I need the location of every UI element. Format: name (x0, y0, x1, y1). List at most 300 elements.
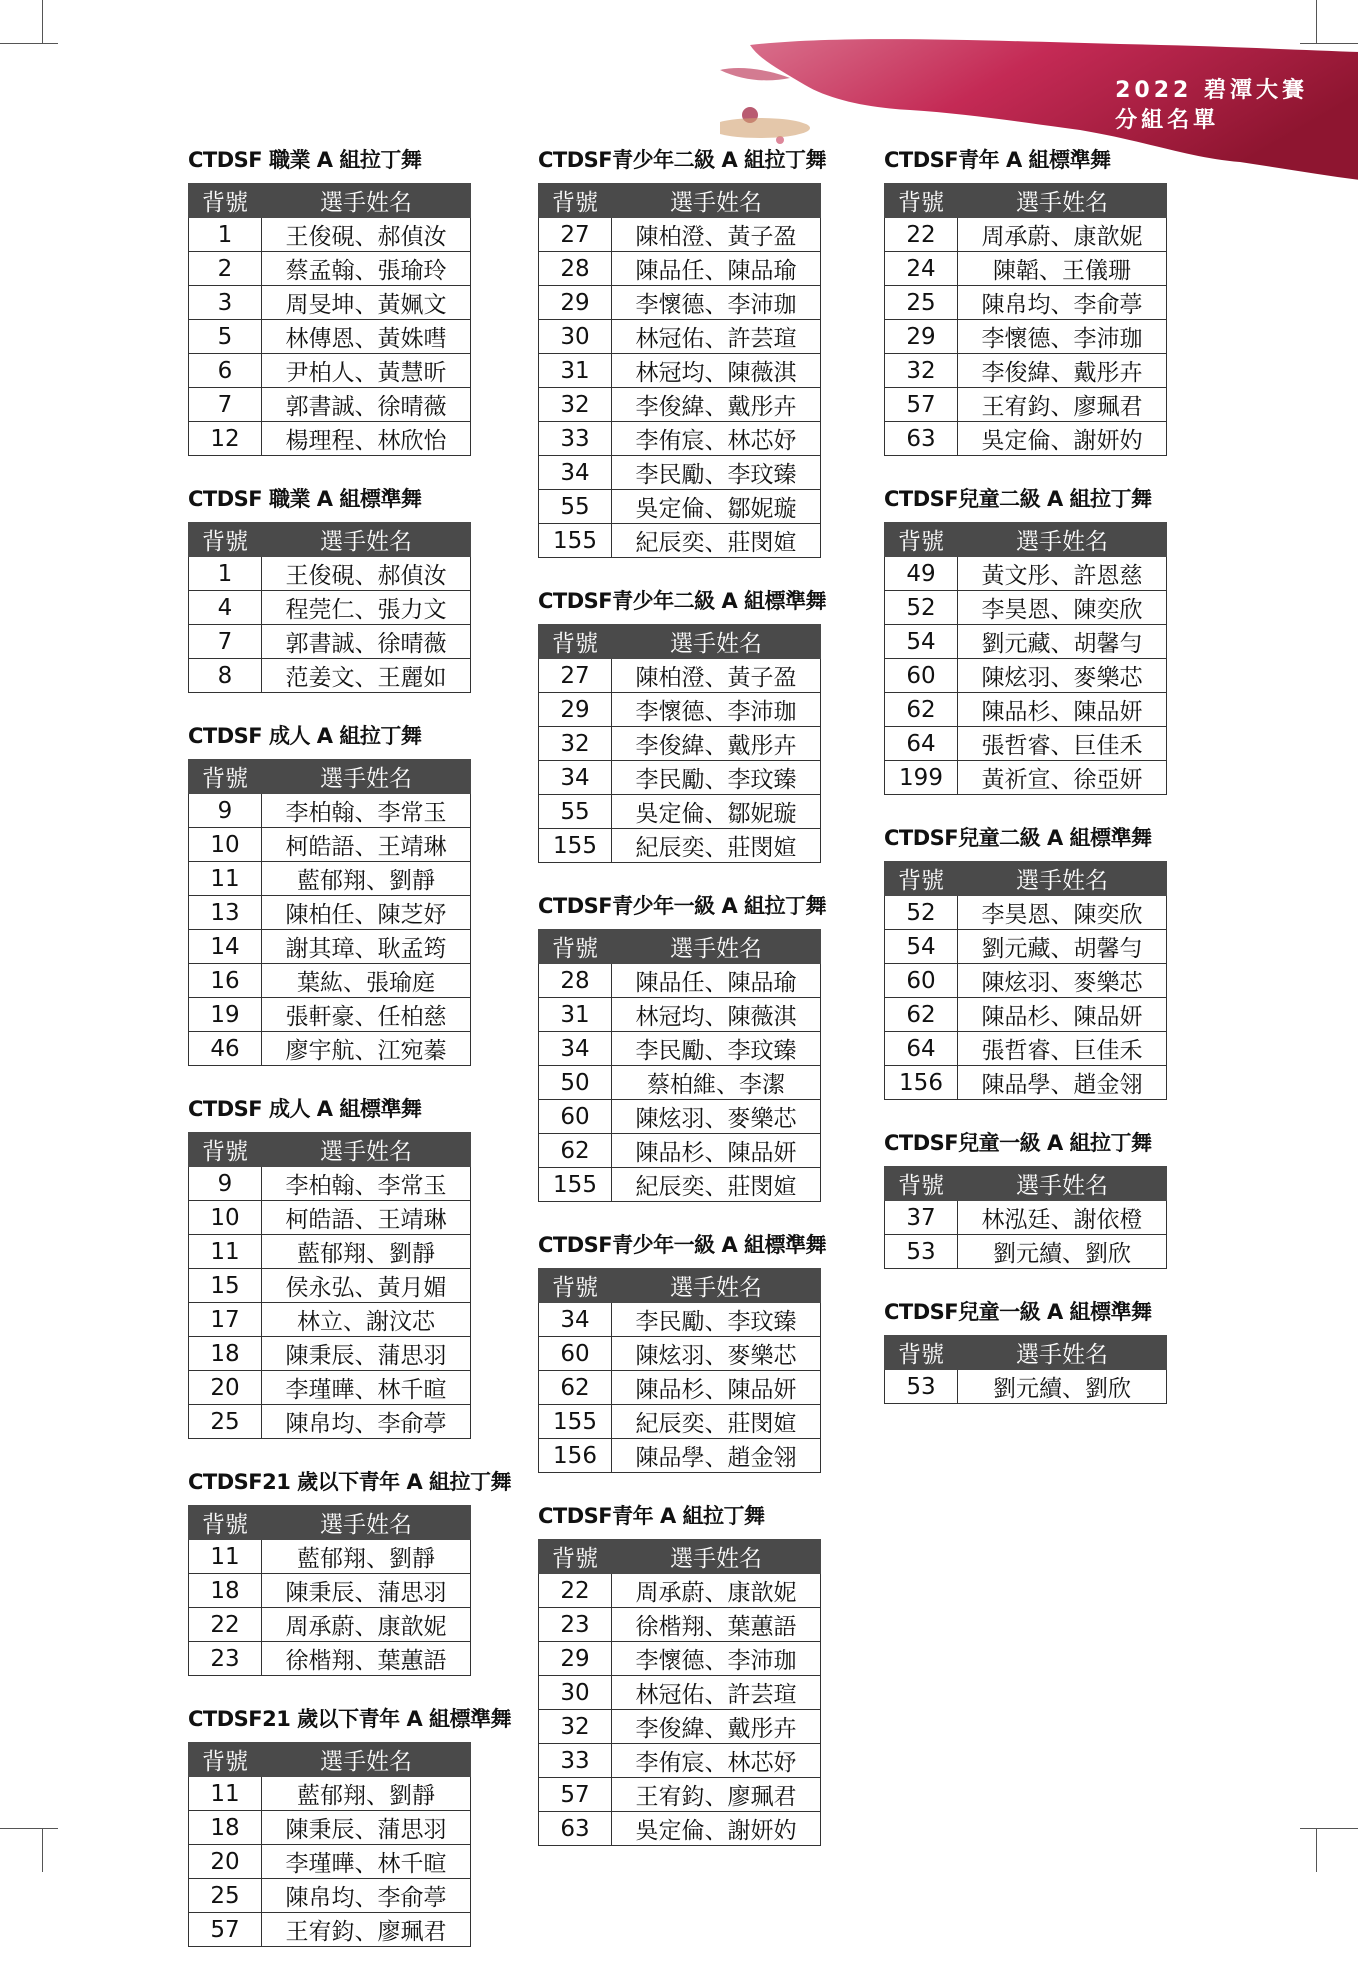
competitor-names: 吳定倫、謝妍妁 (612, 1812, 821, 1846)
table-row (189, 1574, 471, 1608)
bib-number: 155 (539, 1168, 612, 1202)
bib-number: 52 (885, 896, 958, 930)
bib-number: 15 (189, 1269, 262, 1303)
bib-number: 16 (189, 964, 262, 998)
bib-number: 53 (885, 1235, 958, 1269)
header-line-2: 分組名單 (1115, 108, 1220, 133)
section-title: CTDSF兒童一級 A 組拉丁舞 (884, 1131, 1152, 1155)
table-row (885, 1235, 1167, 1269)
column-middle (538, 145, 878, 1874)
table-row (539, 727, 821, 761)
competitor-names: 陳品學、趙金翎 (958, 1066, 1167, 1100)
competitor-names: 王俊硯、郝偵汝 (262, 557, 471, 591)
competitor-names: 劉元續、劉欣 (958, 1370, 1167, 1404)
column-right (884, 145, 1224, 1432)
bib-number: 29 (539, 286, 612, 320)
section-title: CTDSF21 歲以下青年 A 組標準舞 (188, 1707, 512, 1731)
bib-number: 22 (189, 1608, 262, 1642)
table-row (539, 693, 821, 727)
header-number: 背號 (885, 1167, 958, 1201)
table-row (189, 354, 471, 388)
competitor-names: 李民勵、李玟臻 (612, 761, 821, 795)
header-line-1: 2022 碧潭大賽 (1115, 78, 1308, 103)
bib-number: 60 (885, 964, 958, 998)
competitor-names: 李懷德、李沛珈 (612, 1642, 821, 1676)
table-row (539, 252, 821, 286)
competitor-names: 紀辰奕、莊閔媗 (612, 524, 821, 558)
crop-mark (0, 1828, 58, 1829)
competitor-names: 王宥鈞、廖珮君 (612, 1778, 821, 1812)
bib-number: 12 (189, 422, 262, 456)
crop-mark (0, 43, 58, 44)
table-row (539, 1676, 821, 1710)
header-name: 選手姓名 (958, 862, 1167, 896)
table-row (539, 1032, 821, 1066)
competitor-names: 李俊緯、戴彤卉 (612, 727, 821, 761)
bib-number: 1 (189, 218, 262, 252)
group-section (188, 1094, 528, 1439)
table-row (885, 252, 1167, 286)
entry-table (538, 183, 821, 558)
crop-mark (42, 0, 43, 44)
bib-number: 155 (539, 524, 612, 558)
table-row (189, 1371, 471, 1405)
competitor-names: 藍郁翔、劉靜 (262, 862, 471, 896)
competitor-names: 陳柏澄、黃子盈 (612, 218, 821, 252)
bib-number: 6 (189, 354, 262, 388)
competitor-names: 藍郁翔、劉靜 (262, 1235, 471, 1269)
competitor-names: 陳炫羽、麥樂芯 (958, 659, 1167, 693)
section-title: CTDSF青年 A 組標準舞 (884, 148, 1111, 172)
bib-number: 1 (189, 557, 262, 591)
bib-number: 32 (539, 388, 612, 422)
header-name: 選手姓名 (958, 1167, 1167, 1201)
section-title: CTDSF兒童二級 A 組拉丁舞 (884, 487, 1152, 511)
competitor-names: 劉元續、劉欣 (958, 1235, 1167, 1269)
bib-number: 37 (885, 1201, 958, 1235)
bib-number: 10 (189, 828, 262, 862)
competitor-names: 吳定倫、鄒妮璇 (612, 795, 821, 829)
section-title: CTDSF青少年二級 A 組拉丁舞 (538, 148, 827, 172)
group-section (538, 891, 878, 1202)
bib-number: 13 (189, 896, 262, 930)
competitor-names: 陳品學、趙金翎 (612, 1439, 821, 1473)
competitor-names: 李柏翰、李常玉 (262, 1167, 471, 1201)
competitor-names: 劉元藏、胡馨勻 (958, 930, 1167, 964)
header-number: 背號 (885, 184, 958, 218)
table-row (189, 896, 471, 930)
table-row (539, 1405, 821, 1439)
header-number: 背號 (189, 1506, 262, 1540)
bib-number: 53 (885, 1370, 958, 1404)
table-row (539, 490, 821, 524)
table-row (539, 354, 821, 388)
header-name: 選手姓名 (958, 523, 1167, 557)
entry-table (188, 1742, 471, 1947)
entry-table (884, 1166, 1167, 1269)
section-title: CTDSF青少年一級 A 組標準舞 (538, 1233, 827, 1257)
bib-number: 25 (885, 286, 958, 320)
entry-table (188, 1505, 471, 1676)
competitor-names: 王宥鈞、廖珮君 (262, 1913, 471, 1947)
competitor-names: 陳品任、陳品瑜 (612, 964, 821, 998)
header-number: 背號 (189, 523, 262, 557)
competitor-names: 周旻坤、黃姵文 (262, 286, 471, 320)
table-row (539, 1439, 821, 1473)
header-number: 背號 (885, 1336, 958, 1370)
table-row (539, 1778, 821, 1812)
bib-number: 64 (885, 1032, 958, 1066)
bib-number: 25 (189, 1879, 262, 1913)
competitor-names: 林泓廷、謝依橙 (958, 1201, 1167, 1235)
competitor-names: 李俊緯、戴彤卉 (612, 1710, 821, 1744)
group-section (884, 145, 1224, 456)
competitor-names: 徐楷翔、葉蕙語 (612, 1608, 821, 1642)
entry-table (188, 183, 471, 456)
entry-table (188, 1132, 471, 1439)
bib-number: 20 (189, 1371, 262, 1405)
section-title: CTDSF青少年一級 A 組拉丁舞 (538, 894, 827, 918)
bib-number: 31 (539, 354, 612, 388)
competitor-names: 楊理程、林欣怡 (262, 422, 471, 456)
competitor-names: 陳秉辰、蒲思羽 (262, 1811, 471, 1845)
crop-mark (1316, 1828, 1317, 1872)
table-row (189, 591, 471, 625)
table-row (539, 1812, 821, 1846)
bib-number: 8 (189, 659, 262, 693)
header-name: 選手姓名 (612, 930, 821, 964)
header-number: 背號 (539, 930, 612, 964)
competitor-names: 李民勵、李玟臻 (612, 1032, 821, 1066)
table-row (885, 286, 1167, 320)
competitor-names: 柯皓語、王靖琳 (262, 1201, 471, 1235)
competitor-names: 陳炫羽、麥樂芯 (958, 964, 1167, 998)
competitor-names: 陳炫羽、麥樂芯 (612, 1337, 821, 1371)
table-row (539, 286, 821, 320)
competitor-names: 黃祈宣、徐亞妍 (958, 761, 1167, 795)
bib-number: 155 (539, 1405, 612, 1439)
competitor-names: 葉紘、張瑜庭 (262, 964, 471, 998)
table-row (189, 1811, 471, 1845)
section-title: CTDSF 職業 A 組拉丁舞 (188, 148, 422, 172)
bib-number: 63 (539, 1812, 612, 1846)
table-row (189, 218, 471, 252)
section-title: CTDSF 成人 A 組標準舞 (188, 1097, 422, 1121)
table-row (885, 998, 1167, 1032)
competitor-names: 陳韜、王儀珊 (958, 252, 1167, 286)
section-title: CTDSF 成人 A 組拉丁舞 (188, 724, 422, 748)
bib-number: 10 (189, 1201, 262, 1235)
competitor-names: 陳帛均、李俞葶 (262, 1405, 471, 1439)
table-row (189, 1269, 471, 1303)
competitor-names: 郭書誠、徐晴薇 (262, 388, 471, 422)
competitor-names: 陳品杉、陳品妍 (612, 1134, 821, 1168)
bib-number: 28 (539, 252, 612, 286)
bib-number: 7 (189, 625, 262, 659)
competitor-names: 程莞仁、張力文 (262, 591, 471, 625)
header-name: 選手姓名 (612, 184, 821, 218)
competitor-names: 陳品杉、陳品妍 (612, 1371, 821, 1405)
table-row (189, 1405, 471, 1439)
bib-number: 62 (885, 693, 958, 727)
bib-number: 46 (189, 1032, 262, 1066)
group-section (538, 1230, 878, 1473)
competitor-names: 李懷德、李沛珈 (612, 693, 821, 727)
bib-number: 57 (885, 388, 958, 422)
table-row (189, 286, 471, 320)
competitor-names: 陳品杉、陳品妍 (958, 998, 1167, 1032)
competitor-names: 蔡柏維、李潔 (612, 1066, 821, 1100)
header-number: 背號 (189, 1133, 262, 1167)
table-row (189, 625, 471, 659)
bib-number: 29 (539, 693, 612, 727)
bib-number: 31 (539, 998, 612, 1032)
bib-number: 55 (539, 795, 612, 829)
bib-number: 24 (885, 252, 958, 286)
competitor-names: 李柏翰、李常玉 (262, 794, 471, 828)
header-number: 背號 (189, 1743, 262, 1777)
bib-number: 34 (539, 1303, 612, 1337)
group-section (188, 721, 528, 1066)
table-row (189, 1303, 471, 1337)
bib-number: 156 (539, 1439, 612, 1473)
competitor-names: 陳柏任、陳芝妤 (262, 896, 471, 930)
bib-number: 62 (539, 1134, 612, 1168)
competitor-names: 陳品任、陳品瑜 (612, 252, 821, 286)
entry-table (538, 1268, 821, 1473)
competitor-names: 紀辰奕、莊閔媗 (612, 1405, 821, 1439)
table-row (539, 1744, 821, 1778)
competitor-names: 藍郁翔、劉靜 (262, 1777, 471, 1811)
entry-table (188, 759, 471, 1066)
bib-number: 34 (539, 761, 612, 795)
competitor-names: 李俊緯、戴彤卉 (958, 354, 1167, 388)
bib-number: 33 (539, 422, 612, 456)
competitor-names: 李侑宸、林芯妤 (612, 1744, 821, 1778)
section-title: CTDSF青少年二級 A 組標準舞 (538, 589, 827, 613)
table-row (885, 1066, 1167, 1100)
table-row (885, 659, 1167, 693)
table-row (539, 218, 821, 252)
competitor-names: 黃文彤、許恩慈 (958, 557, 1167, 591)
competitor-names: 陳秉辰、蒲思羽 (262, 1337, 471, 1371)
table-row (189, 1032, 471, 1066)
competitor-names: 張哲睿、巨佳禾 (958, 1032, 1167, 1066)
table-row (885, 1370, 1167, 1404)
competitor-names: 李瑾曄、林千暄 (262, 1845, 471, 1879)
header-name: 選手姓名 (262, 1743, 471, 1777)
bib-number: 34 (539, 1032, 612, 1066)
competitor-names: 王宥鈞、廖珮君 (958, 388, 1167, 422)
bib-number: 63 (885, 422, 958, 456)
table-row (885, 388, 1167, 422)
group-section (538, 586, 878, 863)
competitor-names: 林冠佑、許芸瑄 (612, 320, 821, 354)
table-row (189, 422, 471, 456)
bib-number: 20 (189, 1845, 262, 1879)
competitor-names: 陳秉辰、蒲思羽 (262, 1574, 471, 1608)
competitor-names: 林冠佑、許芸瑄 (612, 1676, 821, 1710)
table-row (189, 964, 471, 998)
bib-number: 7 (189, 388, 262, 422)
table-row (539, 422, 821, 456)
section-title: CTDSF兒童二級 A 組標準舞 (884, 826, 1152, 850)
header-number: 背號 (885, 862, 958, 896)
table-row (539, 795, 821, 829)
bib-number: 34 (539, 456, 612, 490)
group-section (188, 1704, 528, 1947)
bib-number: 5 (189, 320, 262, 354)
table-row (189, 1201, 471, 1235)
table-row (885, 896, 1167, 930)
entry-table (884, 522, 1167, 795)
competitor-names: 周承蔚、康歆妮 (612, 1574, 821, 1608)
competitor-names: 陳品杉、陳品妍 (958, 693, 1167, 727)
bib-number: 156 (885, 1066, 958, 1100)
section-title: CTDSF21 歲以下青年 A 組拉丁舞 (188, 1470, 512, 1494)
header-number: 背號 (189, 184, 262, 218)
competitor-names: 李昊恩、陳奕欣 (958, 896, 1167, 930)
entry-table (538, 624, 821, 863)
table-row (189, 1642, 471, 1676)
bib-number: 32 (885, 354, 958, 388)
header-number: 背號 (539, 625, 612, 659)
bib-number: 33 (539, 1744, 612, 1778)
bib-number: 25 (189, 1405, 262, 1439)
header-number: 背號 (539, 1269, 612, 1303)
competitor-names: 陳帛均、李俞葶 (262, 1879, 471, 1913)
table-row (539, 1574, 821, 1608)
table-row (189, 930, 471, 964)
competitor-names: 吳定倫、謝妍妁 (958, 422, 1167, 456)
table-row (539, 964, 821, 998)
table-row (539, 1337, 821, 1371)
table-row (189, 1608, 471, 1642)
bib-number: 60 (885, 659, 958, 693)
competitor-names: 李民勵、李玟臻 (612, 456, 821, 490)
table-row (885, 930, 1167, 964)
competitor-names: 李懷德、李沛珈 (958, 320, 1167, 354)
bib-number: 14 (189, 930, 262, 964)
bib-number: 155 (539, 829, 612, 863)
bib-number: 30 (539, 320, 612, 354)
table-row (539, 998, 821, 1032)
table-row (885, 964, 1167, 998)
table-row (189, 828, 471, 862)
bib-number: 2 (189, 252, 262, 286)
bib-number: 22 (885, 218, 958, 252)
table-row (189, 557, 471, 591)
bib-number: 60 (539, 1337, 612, 1371)
competitor-names: 徐楷翔、葉蕙語 (262, 1642, 471, 1676)
bib-number: 11 (189, 1540, 262, 1574)
table-row (189, 320, 471, 354)
bib-number: 199 (885, 761, 958, 795)
header-name: 選手姓名 (612, 625, 821, 659)
table-row (539, 1710, 821, 1744)
table-row (885, 625, 1167, 659)
competitor-names: 紀辰奕、莊閔媗 (612, 1168, 821, 1202)
competitor-names: 尹柏人、黃慧昕 (262, 354, 471, 388)
table-row (539, 761, 821, 795)
competitor-names: 謝其璋、耿孟筠 (262, 930, 471, 964)
table-row (539, 1134, 821, 1168)
bib-number: 23 (539, 1608, 612, 1642)
competitor-names: 林傳恩、黃姝嘒 (262, 320, 471, 354)
table-row (189, 998, 471, 1032)
table-row (189, 1337, 471, 1371)
header-number: 背號 (189, 760, 262, 794)
bib-number: 18 (189, 1337, 262, 1371)
group-section (884, 823, 1224, 1100)
bib-number: 57 (189, 1913, 262, 1947)
competitor-names: 李昊恩、陳奕欣 (958, 591, 1167, 625)
competitor-names: 柯皓語、王靖琳 (262, 828, 471, 862)
bib-number: 32 (539, 1710, 612, 1744)
competitor-names: 廖宇航、江宛蓁 (262, 1032, 471, 1066)
table-row (539, 1066, 821, 1100)
table-row (189, 252, 471, 286)
table-row (885, 1032, 1167, 1066)
competitor-names: 李瑾曄、林千暄 (262, 1371, 471, 1405)
table-row (539, 524, 821, 558)
header-number: 背號 (885, 523, 958, 557)
table-row (539, 1168, 821, 1202)
bib-number: 57 (539, 1778, 612, 1812)
competitor-names: 藍郁翔、劉靜 (262, 1540, 471, 1574)
group-section (884, 1297, 1224, 1404)
table-row (539, 659, 821, 693)
bib-number: 9 (189, 794, 262, 828)
bib-number: 55 (539, 490, 612, 524)
crop-mark (1300, 1828, 1358, 1829)
header-name: 選手姓名 (262, 760, 471, 794)
bib-number: 23 (189, 1642, 262, 1676)
bib-number: 28 (539, 964, 612, 998)
competitor-names: 李侑宸、林芯妤 (612, 422, 821, 456)
bib-number: 19 (189, 998, 262, 1032)
bib-number: 52 (885, 591, 958, 625)
table-row (189, 1913, 471, 1947)
competitor-names: 劉元藏、胡馨勻 (958, 625, 1167, 659)
competitor-names: 李民勵、李玟臻 (612, 1303, 821, 1337)
bib-number: 60 (539, 1100, 612, 1134)
section-title: CTDSF 職業 A 組標準舞 (188, 487, 422, 511)
bib-number: 62 (539, 1371, 612, 1405)
table-row (885, 218, 1167, 252)
competitor-names: 林立、謝汶芯 (262, 1303, 471, 1337)
table-row (539, 320, 821, 354)
entry-table (884, 861, 1167, 1100)
table-row (189, 388, 471, 422)
competitor-names: 李懷德、李沛珈 (612, 286, 821, 320)
competitor-names: 周承蔚、康歆妮 (958, 218, 1167, 252)
bib-number: 32 (539, 727, 612, 761)
competitor-names: 張軒豪、任柏慈 (262, 998, 471, 1032)
bib-number: 27 (539, 659, 612, 693)
header-name: 選手姓名 (262, 184, 471, 218)
bib-number: 4 (189, 591, 262, 625)
header-name: 選手姓名 (262, 523, 471, 557)
crop-mark (42, 1828, 43, 1872)
table-row (189, 862, 471, 896)
table-row (885, 354, 1167, 388)
bib-number: 22 (539, 1574, 612, 1608)
table-row (885, 591, 1167, 625)
competitor-names: 范姜文、王麗如 (262, 659, 471, 693)
bib-number: 29 (539, 1642, 612, 1676)
table-row (539, 1642, 821, 1676)
